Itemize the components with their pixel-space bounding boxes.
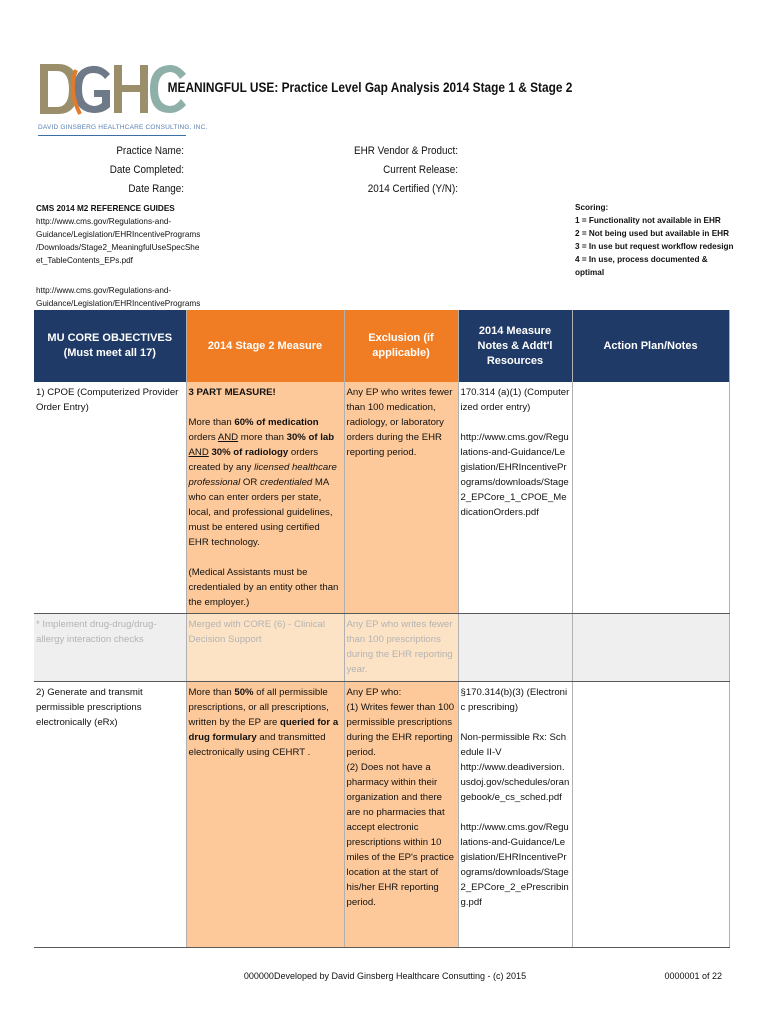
measure-cell: More than 50% of all permissible prescriptions, or all prescriptions, written by the EP are queried for a drug formulary and transmitted electronically using CEHRT . [186, 682, 344, 948]
objective-cell: 2) Generate and transmit permissible prescriptions electronically (eRx) [34, 682, 186, 948]
certified-label: 2014 Certified (Y/N): [367, 183, 458, 195]
table-row [34, 614, 729, 682]
measure-cell: 3 PART MEASURE! More than 60% of medication orders AND more than 30% of lab AND 30% of radiology orders created by any licensed healthcare professional OR credentialed MA who can enter orders per state, local, and professional guidelines, must be entered using certified EHR technology. (Medical Assistants must be credentialed by an entity other than the employer.) [186, 382, 344, 614]
notes-cell: 170.314 (a)(1) (Computerized order entry) http://www.cms.gov/Regulations-and-Guidance/Legislation/EHRIncentivePrograms/downloads/Stage2_EPCore_1_CPOE_MedicationOrders.pdf [458, 382, 572, 614]
date-range-label: Date Range: [128, 183, 184, 195]
notes-cell [458, 614, 572, 682]
reference-link-2[interactable]: http://www.cms.gov/Regulations-and- Guidance/Legislation/EHRIncentivePrograms [36, 286, 201, 308]
notes-link[interactable]: http://www.deadiversion.usdoj.gov/schedules/orangebook/e_cs_sched.pdf [460, 762, 570, 803]
table-header-row [34, 310, 729, 382]
action-cell[interactable] [572, 382, 729, 614]
current-release-label: Current Release: [383, 164, 458, 176]
measure-cell: Merged with CORE (6) - Clinical Decision Support [186, 614, 344, 682]
date-completed-label: Date Completed: [109, 164, 184, 176]
notes-link[interactable]: http://www.cms.gov/Regulations-and-Guidance/Legislation/EHRIncentivePrograms/downloads/Stage2_EPCore_2_ePrescribing.pdf [460, 822, 569, 908]
table-row [34, 382, 729, 614]
gap-analysis-table [34, 310, 730, 948]
notes-link[interactable]: http://www.cms.gov/Regulations-and-Guidance/Legislation/EHRIncentivePrograms/downloads/Stage2_EPCore_1_CPOE_MedicationOrders.pdf [460, 432, 569, 518]
reference-heading: CMS 2014 M2 REFERENCE GUIDES [36, 204, 175, 213]
header-measure: 2014 Stage 2 Measure [186, 310, 344, 382]
exclusion-cell: Any EP who writes fewer than 100 medication, radiology, or laboratory orders during the EHR reporting period. [344, 382, 458, 614]
scoring-item: 4 = In use, process documented & optimal [575, 255, 708, 277]
exclusion-cell: Any EP who writes fewer than 100 prescriptions during the EHR reporting year. [344, 614, 458, 682]
logo-subtitle: DAVID GINSBERG HEALTHCARE CONSULTING, INC. [38, 124, 208, 131]
scoring-item: 2 = Not being used but available in EHR [575, 229, 729, 238]
header-action: Action Plan/Notes [572, 310, 729, 382]
logo-letters-text: DGHC [38, 60, 41, 61]
scoring-item: 3 = In use but request workflow redesign [575, 242, 734, 251]
page-number: 0000001 of 22 [664, 971, 722, 981]
page-title [167, 80, 573, 95]
action-cell[interactable] [572, 682, 729, 948]
scoring-heading: Scoring: [575, 203, 609, 212]
scoring-legend [575, 201, 735, 279]
vendor-product-label: EHR Vendor & Product: [353, 145, 458, 157]
reference-link-1[interactable]: http://www.cms.gov/Regulations-and- Guidance/Legislation/EHRIncentivePrograms /Downloads/Stage2_MeaningfulUseSpecShe et_TableContents_EPs.pdf [36, 217, 201, 265]
practice-name-label: Practice Name: [116, 145, 184, 157]
exclusion-cell: Any EP who: (1) Writes fewer than 100 permissible prescriptions during the EHR reporting period. (2) Does not have a pharmacy within their organization and there are no pharmacies that accept electronic prescriptions within 10 miles of the EP's practice location at the start of his/her EHR reporting period. [344, 682, 458, 948]
footer-credit: 000000Developed by David Ginsberg Healthcare Consutting - (c) 2015 [243, 971, 527, 981]
scoring-item: 1 = Functionality not available in EHR [575, 216, 721, 225]
dghc-logo [38, 60, 188, 118]
table-row [34, 682, 729, 948]
header-notes: 2014 Measure Notes & Addt'l Resources [458, 310, 572, 382]
header-exclusion: Exclusion (if applicable) [344, 310, 458, 382]
logo-divider [38, 135, 186, 136]
page-title-text: MEANINGFUL USE: Practice Level Gap Analysis 2014 Stage 1 & Stage 2 [167, 80, 573, 95]
header-objectives: MU CORE OBJECTIVES (Must meet all 17) [34, 310, 186, 382]
objective-cell: 1) CPOE (Computerized Provider Order Entry) [34, 382, 186, 614]
objective-cell: * Implement drug-drug/drug-allergy interaction checks [34, 614, 186, 682]
notes-cell: §170.314(b)(3) (Electronic prescribing) Non-permissible Rx: Schedule II-V http://www.deadiversion.usdoj.gov/schedules/orangebook/e_cs_sched.pdf http://www.cms.gov/Regulations-and-Guidance/Legislation/EHRIncentivePrograms/downloads/Stage2_EPCore_2_ePrescribing.pdf [458, 682, 572, 948]
action-cell[interactable] [572, 614, 729, 682]
